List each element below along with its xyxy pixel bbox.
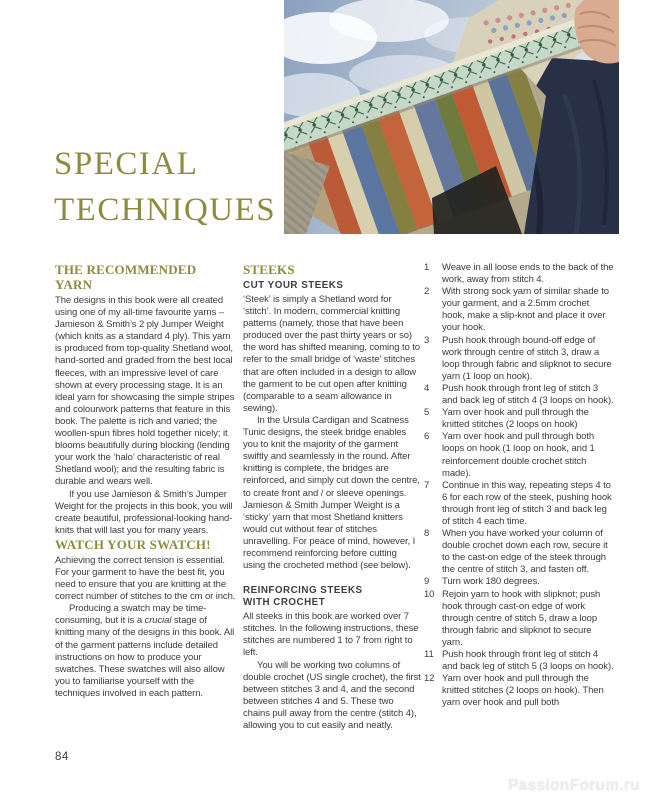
paragraph-text: Producing a swatch may be time-consuming, but it is a — [55, 603, 207, 627]
paragraph: Achieving the correct tension is essential. For your garment to have the best fit, you need to ensure that you are knitting at the correct number of stitches to the cm or inch. — [55, 554, 236, 603]
step-item — [424, 673, 614, 709]
photo-knitted-blanket — [284, 0, 619, 234]
paragraph-text: stage of knitting many of the designs in this book. All of the garment patterns include detailed instructions on how to produce your swatches. These swatches will also allow you to familiarise yourself with the techniques involved in each pattern. — [55, 615, 235, 699]
step-item — [424, 407, 614, 431]
step-number: 10 — [424, 588, 435, 600]
step-item — [424, 649, 614, 673]
step-text: Yarn over hook and pull through both loops on hook (1 loop on hook, and 1 reinforcement double crochet stitch made). — [442, 431, 595, 479]
step-item — [424, 480, 614, 528]
spacer — [243, 572, 421, 585]
heading-watch-your-swatch: WATCH YOUR SWATCH! — [55, 536, 211, 552]
paragraph: In the Ursula Cardigan and Scatness Tunic designs, the steek bridge enables you to knit the majority of the garment swiftly and seamlessly in the round. After knitting is complete, the bridges are reinforced, and simply cut down the centre, to create front and / or sleeve openings. Jamieson & Smith Jumper Weight is a ‘sticky’ yarn that most Shetland knitters would cut without fear of stitches unravelling. For peace of mind, however, I recommend reinforcing before cutting using the crocheted method (see below). — [243, 414, 420, 572]
step-text: With strong sock yarn of similar shade to your garment, and a 2.5mm crochet hook, make a slip-knot and place it over your hook. — [442, 286, 609, 334]
page-title — [54, 141, 276, 233]
step-item — [424, 262, 614, 286]
paragraph: All steeks in this book are worked over 7 stitches. In the following instructions, these stitches are numbered 1 to 7 from right to left. — [243, 611, 419, 659]
step-item — [424, 589, 614, 649]
column-steeks — [243, 262, 421, 732]
step-text: When you have worked your column of double crochet down each row, secure it to the cast-on edge of the steek through the centre of stitch 3, and fasten off. — [442, 528, 608, 576]
step-number: 6 — [424, 431, 430, 443]
step-text: Weave in all loose ends to the back of the work, away from stitch 4. — [442, 262, 614, 286]
step-number: 2 — [424, 286, 430, 298]
step-text: Rejoin yarn to hook with slipknot; push hook through cast-on edge of work through centre of stitch 5, draw a loop through fabric and slipknot to secure yarn. — [442, 588, 601, 648]
step-number: 1 — [424, 262, 430, 273]
step-text: Yarn over hook and pull through the knitted stitches (2 loops on hook) — [442, 407, 589, 431]
step-number: 3 — [424, 334, 430, 346]
subheading-line1: REINFORCING STEEKS — [243, 585, 363, 597]
paragraph — [55, 603, 236, 700]
step-number: 12 — [424, 673, 435, 685]
emphasis-crucial: crucial — [144, 615, 172, 627]
step-item — [424, 431, 614, 479]
photo-illustration — [284, 0, 619, 234]
step-item — [424, 335, 614, 383]
step-number: 7 — [424, 479, 430, 491]
step-text: Yarn over hook and pull through the knitted stitches (2 loops on hook). Then yarn over hook and pull both — [442, 673, 604, 709]
page-title-line1: SPECIAL — [54, 146, 199, 182]
column-crochet-steps — [424, 262, 614, 709]
step-number: 11 — [424, 649, 434, 660]
step-text: Push hook through front leg of stitch 4 and back leg of stitch 5 (3 loops on hook). — [442, 649, 614, 673]
step-item — [424, 286, 614, 334]
subheading-cut-your-steeks: CUT YOUR STEEKS — [243, 280, 344, 291]
paragraph: You will be working two columns of double crochet (US single crochet), the first between stitches 3 and 4, and the second between stitches 4 and 5. These two chains pull away from the centre (stitch 4), allowing you to cut easily and neatly. — [243, 659, 421, 731]
page-number: 84 — [55, 751, 69, 763]
page-title-line2: TECHNIQUES — [54, 192, 277, 228]
watermark: PassionForum.ru — [508, 777, 640, 794]
step-number: 8 — [424, 528, 430, 540]
subheading-reinforcing-steeks — [243, 585, 421, 609]
step-item — [424, 383, 614, 407]
step-text: Push hook through bound-off edge of work through centre of stitch 3, draw a loop through fabric and slipknot to secure yarn (1 loop on hook). — [442, 334, 612, 382]
step-text: Continue in this way, repeating steps 4 to 6 for each row of the steek, pushing hook through front leg of stitch 3 and back leg of stitch 4 each time. — [442, 479, 612, 527]
step-number: 4 — [424, 382, 430, 394]
step-item — [424, 576, 614, 588]
step-number: 9 — [424, 576, 430, 588]
paragraph: The designs in this book were all created using one of my all-time favourite yarns – Jamieson & Smith’s 2 ply Jumper Weight (which knits as a standard 4 ply). This yarn is produced from top-quality Shetland wool, hand-sorted and graded from the best local fleeces, with an impressive level of care shown at every processing stage. It is an ideal yarn for showcasing the simple stripes and colourwork patterns that feature in this book. The palette is rich and varied; the woollen-spun fibres hold together nicely; it blooms beautifully during blocking (lending your work the ‘halo’ characteristic of real Shetland wool); and the resulting fabric is durable and wears well. — [55, 295, 235, 488]
paragraph: ‘Steek’ is simply a Shetland word for ‘stitch’. In modern, commercial knitting patterns (namely, those that have been produced over the past thirty years or so) the word has shifted meaning, coming to to refer to the small bridge of ‘waste’ stitches that are often included in a design to allow the garment to be cut open after knitting (comparable to a seam allowance in sewing). — [243, 294, 420, 414]
subheading-line2: WITH CROCHET — [243, 597, 326, 609]
heading-steeks: STEEKS — [243, 262, 295, 277]
step-text: Push hook through front leg of stitch 3 and back leg of stitch 4 (3 loops on hook). — [442, 382, 614, 407]
step-number: 5 — [424, 407, 430, 419]
column-recommended-yarn — [55, 262, 236, 700]
paragraph: If you use Jamieson & Smith’s Jumper Weight for the projects in this book, you will create beautiful, professional-looking hand-knits that will last you for many years. — [55, 488, 233, 536]
step-text: Turn work 180 degrees. — [442, 576, 540, 588]
step-item — [424, 528, 614, 576]
heading-recommended-yarn: THE RECOMMENDED YARN — [55, 262, 197, 292]
